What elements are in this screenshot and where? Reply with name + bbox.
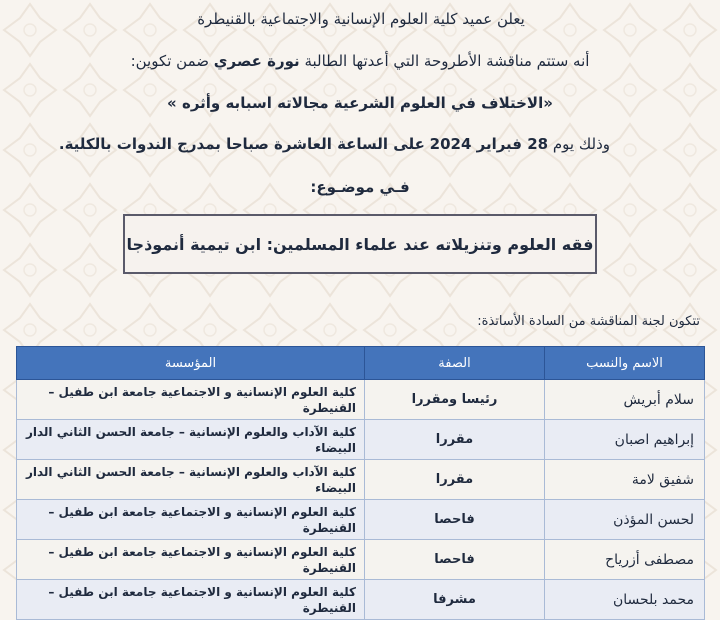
member-name: محمد بلحسان (545, 580, 705, 620)
member-name: شفيق لامة (545, 460, 705, 500)
committee-header-row (17, 347, 705, 380)
member-institution: كلية الآداب والعلوم الإنسانية – جامعة الحسن الثاني الدار البيضاء (17, 420, 365, 460)
student-name: نورة عصري (213, 52, 300, 70)
member-institution: كلية العلوم الإنسانية و الاجتماعية جامعة ابن طفيل – القنيطرة (17, 500, 365, 540)
member-role: فاحصا (365, 540, 545, 580)
program-title: «الاختلاف في العلوم الشرعية مجالاته اسبابه وأثره » (167, 94, 553, 112)
member-name: إبراهيم اصبان (545, 420, 705, 460)
subject-box (123, 214, 597, 274)
member-institution: كلية الآداب والعلوم الإنسانية – جامعة الحسن الثاني الدار البيضاء (17, 460, 365, 500)
date-prefix: وذلك يوم (552, 135, 610, 153)
member-institution: كلية العلوم الإنسانية و الاجتماعية جامعة ابن طفيل – القنيطرة (17, 540, 365, 580)
member-role: مقررا (365, 460, 545, 500)
table-row (17, 420, 705, 460)
header-role: الصفة (365, 347, 545, 380)
member-role: مشرفا (365, 580, 545, 620)
header-name: الاسم والنسب (545, 347, 705, 380)
committee-intro: تتكون لجنة المناقشة من السادة الأساتذة: (477, 314, 700, 329)
announcement-student-line (120, 52, 600, 70)
table-row (17, 380, 705, 420)
date-suffix: على الساعة العاشرة صباحا بمدرج الندوات بالكلية. (58, 135, 425, 153)
line2-prefix: أنه ستتم مناقشة الأطروحة التي أعدتها الطالبة (304, 52, 590, 70)
member-institution: كلية العلوم الإنسانية و الاجتماعية جامعة ابن طفيل – القنيطرة (17, 580, 365, 620)
member-name: سلام أبريش (545, 380, 705, 420)
topic-label: فـي موضـوع: (310, 178, 410, 196)
member-role: فاحصا (365, 500, 545, 540)
member-name: مصطفى أزرياح (545, 540, 705, 580)
announcement-date-line (58, 135, 610, 153)
table-row (17, 540, 705, 580)
table-row (17, 500, 705, 540)
member-role: مقررا (365, 420, 545, 460)
member-name: لحسن المؤذن (545, 500, 705, 540)
committee-table (16, 346, 705, 620)
table-row (17, 460, 705, 500)
subject-title: فقه العلوم وتنزيلاته عند علماء المسلمين: ابن تيمية أنموذجا (126, 234, 594, 254)
member-role: رئيسا ومقررا (365, 380, 545, 420)
line2-suffix: ضمن تكوين: (130, 52, 210, 70)
announcement-heading: يعلن عميد كلية العلوم الإنسانية والاجتماعية بالقنيطرة (197, 10, 525, 28)
date-value: 28 فبراير 2024 (429, 135, 549, 153)
header-institution: المؤسسة (17, 347, 365, 380)
member-institution: كلية العلوم الإنسانية و الاجتماعية جامعة ابن طفيل – القنيطرة (17, 380, 365, 420)
